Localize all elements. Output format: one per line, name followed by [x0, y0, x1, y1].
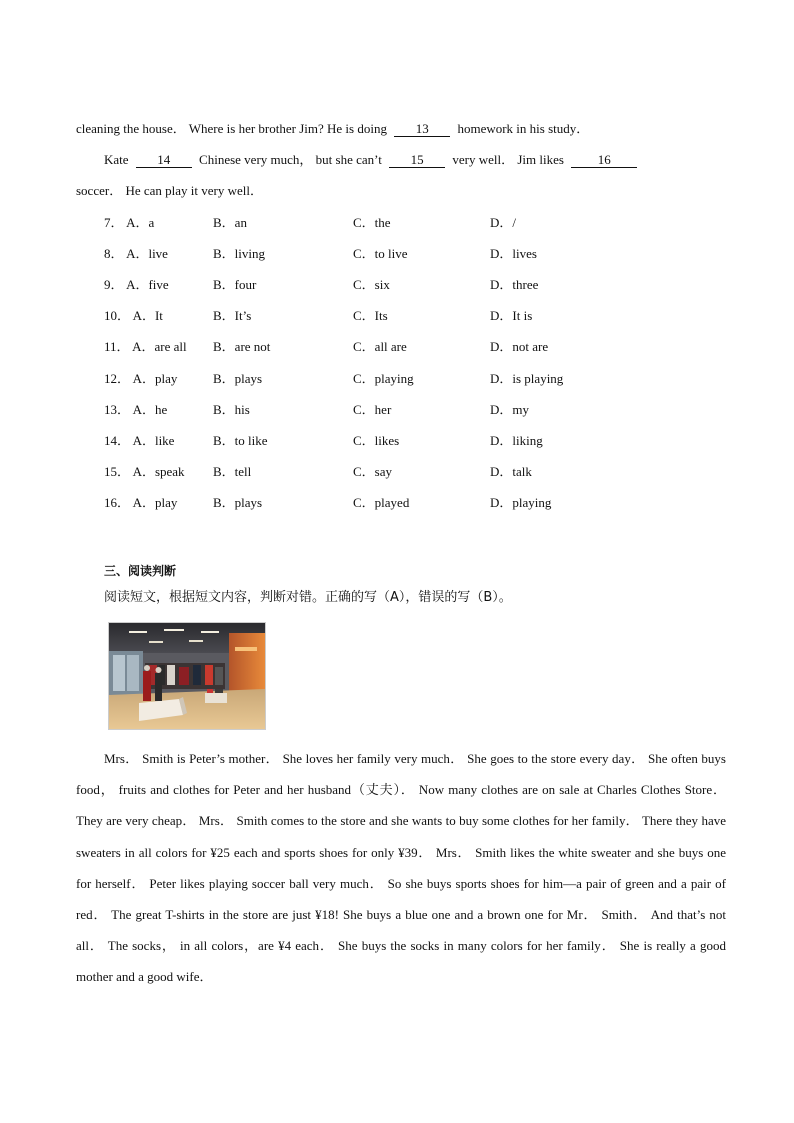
option-d: D．is playing	[490, 371, 564, 386]
question-number-and-option-a: 14． A．like	[104, 433, 175, 448]
option-b: B．to like	[213, 433, 268, 448]
option-c: C．say	[353, 464, 393, 479]
option-d: D．my	[490, 402, 530, 417]
clothes-store-photo	[108, 622, 266, 730]
option-d: D．It is	[490, 308, 533, 323]
cloze-text: cleaning the house． Where is her brother Jim? He is doing	[76, 121, 387, 136]
option-c: C．six	[353, 277, 390, 292]
option-c: C．likes	[353, 433, 400, 448]
option-b: B．four	[213, 277, 257, 292]
option-c: C．the	[353, 215, 391, 230]
question-number-and-option-a: 11． A．are all	[104, 339, 187, 354]
option-c: C．played	[353, 495, 410, 510]
blank-14: 14	[136, 153, 192, 168]
option-d: D．lives	[490, 246, 537, 261]
option-b: B．an	[213, 215, 247, 230]
cloze-text: homework in his study．	[457, 121, 590, 136]
option-c: C．her	[353, 402, 392, 417]
option-c: C．all are	[353, 339, 407, 354]
option-c: C．playing	[353, 371, 414, 386]
option-d: D．not are	[490, 339, 549, 354]
cloze-line-3: soccer． He can play it very well．	[76, 183, 263, 198]
option-b: B．living	[213, 246, 266, 261]
cloze-line-1	[76, 121, 726, 137]
option-d: D．liking	[490, 433, 543, 448]
option-b: B．plays	[213, 495, 263, 510]
option-d: D．/	[490, 215, 517, 230]
cloze-text: Kate	[104, 152, 129, 167]
reading-passage: Mrs． Smith is Peter’s mother． She loves her family very much． She goes to the store every day． She often buys food， fruits and clothes for Peter and her husband（丈夫）． Now many clothes are on sale at Charles Clothes Store． They are very cheap． Mrs． Smith comes to the store and she wants to buy some clothes for her family． There they have sweaters in all colors for ¥25 each and sports shoes for only ¥39． Mrs． Smith likes the white sweater and she buys one for herself． Peter likes playing soccer ball very much． So she buys sports shoes for him—a pair of green and a pair of red． The great T-shirts in the store are just ¥18! She buys a blue one and a brown one for Mr． Smith． And that’s not all． The socks， in all colors，are ¥4 each． She buys the socks in many colors for her family． She is really a good mother and a good wife．	[76, 751, 726, 985]
question-number-and-option-a: 16． A．play	[104, 495, 178, 510]
option-b: B．plays	[213, 371, 263, 386]
question-number-and-option-a: 15． A．speak	[104, 464, 185, 479]
question-number-and-option-a: 10． A．It	[104, 308, 163, 323]
option-b: B．are not	[213, 339, 271, 354]
blank-15: 15	[389, 153, 445, 168]
section-instructions: 阅读短文，根据短文内容，判断对错。正确的写（A），错误的写（B）。	[104, 590, 512, 605]
question-number-and-option-a: 7． A．a	[104, 215, 155, 230]
option-b: B．his	[213, 402, 250, 417]
blank-16: 16	[571, 153, 637, 168]
question-number-and-option-a: 13． A．he	[104, 402, 168, 417]
cloze-text: Chinese very much， but she can’t	[199, 152, 382, 167]
blank-13: 13	[394, 122, 450, 137]
question-number-and-option-a: 8． A．live	[104, 246, 168, 261]
option-d: D．three	[490, 277, 539, 292]
option-c: C．to live	[353, 246, 408, 261]
option-d: D．playing	[490, 495, 552, 510]
option-c: C．Its	[353, 308, 388, 323]
option-b: B．It’s	[213, 308, 252, 323]
option-b: B．tell	[213, 464, 252, 479]
section-title: 三、阅读判断	[104, 564, 177, 578]
cloze-line-2	[104, 152, 726, 168]
question-number-and-option-a: 12． A．play	[104, 371, 178, 386]
cloze-text: very well． Jim likes	[452, 152, 564, 167]
option-d: D．talk	[490, 464, 532, 479]
question-number-and-option-a: 9． A．five	[104, 277, 169, 292]
